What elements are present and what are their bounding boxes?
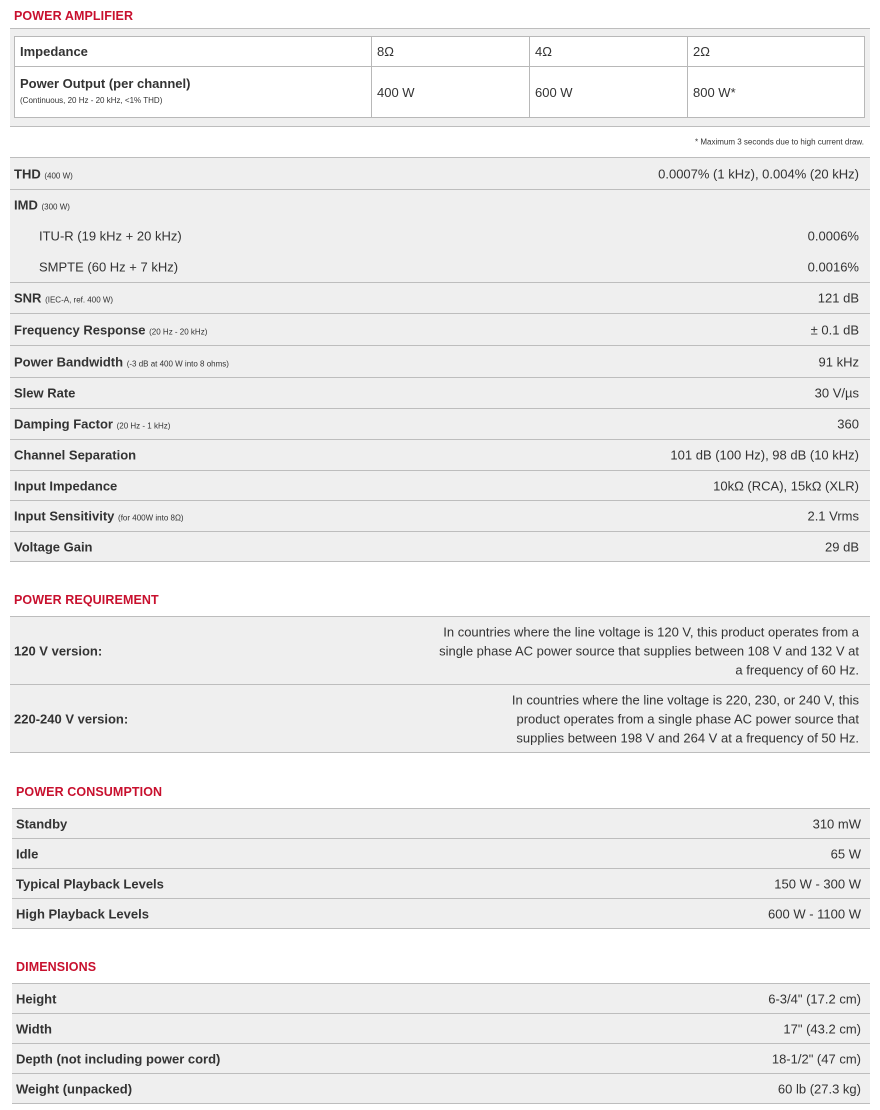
input-impedance-label: Input Impedance xyxy=(14,478,118,493)
itur-value: 0.0006% xyxy=(807,228,859,243)
smpte-value: 0.0016% xyxy=(807,259,859,274)
damping-factor-row xyxy=(10,408,870,439)
thd-label: THD (400 W) xyxy=(14,166,73,181)
weight-value: 60 lb (27.3 kg) xyxy=(777,1081,861,1096)
frequency-response-row xyxy=(10,313,870,345)
v220-value: In countries where the line voltage is 220, 230, or 240 V, this product operates from a single phase AC power source that supplies between 198 V and 264 V at a frequency of 50 Hz. xyxy=(511,692,859,745)
power-output-label-cell xyxy=(15,67,372,118)
snr-row xyxy=(10,282,870,313)
power-output-row xyxy=(15,67,865,118)
width-label: Width xyxy=(16,1021,52,1036)
smpte-label: SMPTE (60 Hz + 7 kHz) xyxy=(39,259,179,274)
voltage-gain-value: 29 dB xyxy=(825,539,859,555)
itur-row xyxy=(10,220,870,251)
imd-label: IMD (300 W) xyxy=(14,197,70,213)
dimensions-heading: DIMENSIONS xyxy=(16,960,97,974)
voltage-gain-row xyxy=(10,531,870,562)
width-row xyxy=(12,1013,870,1043)
power-amplifier-heading: POWER AMPLIFIER xyxy=(14,9,134,23)
power-output-label: Power Output (per channel) xyxy=(20,76,191,91)
divider xyxy=(10,561,870,562)
smpte-row xyxy=(10,251,870,282)
impedance-2ohm: 2Ω xyxy=(688,37,865,67)
typical-playback-value: 150 W - 300 W xyxy=(774,876,861,891)
power-bandwidth-label: Power Bandwidth (-3 dB at 400 W into 8 ohms) xyxy=(14,354,229,369)
power-consumption-heading: POWER CONSUMPTION xyxy=(16,785,163,799)
power-output-4ohm: 600 W xyxy=(530,67,688,118)
typical-playback-row xyxy=(12,868,870,898)
power-output-sublabel: (Continuous, 20 Hz - 20 kHz, <1% THD) xyxy=(20,96,163,105)
itur-label: ITU-R (19 kHz + 20 kHz) xyxy=(39,228,182,243)
depth-value: 18-1/2" (47 cm) xyxy=(771,1051,861,1066)
footnote: * Maximum 3 seconds due to high current draw. xyxy=(695,137,864,147)
v120-row xyxy=(10,616,870,684)
voltage-gain-label: Voltage Gain xyxy=(14,539,93,555)
standby-label: Standby xyxy=(16,816,68,831)
height-row xyxy=(12,983,870,1013)
channel-separation-value: 101 dB (100 Hz), 98 dB (10 kHz) xyxy=(670,447,859,463)
damping-factor-label: Damping Factor (20 Hz - 1 kHz) xyxy=(14,416,171,432)
thd-row xyxy=(10,157,870,189)
impedance-4ohm: 4Ω xyxy=(530,37,688,67)
slew-rate-value: 30 V/µs xyxy=(814,385,859,401)
height-value: 6-3/4" (17.2 cm) xyxy=(768,991,861,1006)
frequency-response-label: Frequency Response (20 Hz - 20 kHz) xyxy=(14,322,208,337)
slew-rate-row xyxy=(10,377,870,408)
standby-row xyxy=(12,808,870,838)
high-playback-label: High Playback Levels xyxy=(16,906,149,921)
slew-rate-label: Slew Rate xyxy=(14,385,76,401)
height-label: Height xyxy=(16,991,57,1006)
v120-value: In countries where the line voltage is 120 V, this product operates from a single phase AC power source that supplies between 108 V and 132 V at a frequency of 60 Hz. xyxy=(439,624,859,677)
idle-row xyxy=(12,838,870,868)
impedance-header: Impedance xyxy=(15,37,372,67)
depth-row xyxy=(12,1043,870,1073)
power-bandwidth-value: 91 kHz xyxy=(818,354,859,369)
width-value: 17" (43.2 cm) xyxy=(783,1021,861,1036)
impedance-row xyxy=(15,37,865,67)
typical-playback-label: Typical Playback Levels xyxy=(16,876,164,891)
idle-value: 65 W xyxy=(830,846,861,861)
imd-row xyxy=(10,189,870,220)
high-playback-row xyxy=(12,898,870,928)
divider xyxy=(12,928,870,929)
impedance-8ohm: 8Ω xyxy=(372,37,530,67)
channel-separation-label: Channel Separation xyxy=(14,447,137,463)
channel-separation-row xyxy=(10,439,870,470)
snr-label: SNR (IEC-A, ref. 400 W) xyxy=(14,290,114,306)
footnote-row xyxy=(10,126,870,157)
power-output-8ohm: 400 W xyxy=(372,67,530,118)
frequency-response-value: ± 0.1 dB xyxy=(810,322,859,337)
thd-value: 0.0007% (1 kHz), 0.004% (20 kHz) xyxy=(658,166,859,181)
standby-value: 310 mW xyxy=(812,816,861,831)
input-impedance-value: 10kΩ (RCA), 15kΩ (XLR) xyxy=(713,478,859,493)
v220-row xyxy=(10,684,870,752)
power-requirement-heading: POWER REQUIREMENT xyxy=(14,593,159,607)
damping-factor-value: 360 xyxy=(837,416,859,432)
depth-label: Depth (not including power cord) xyxy=(16,1051,221,1066)
input-sensitivity-row xyxy=(10,500,870,531)
snr-value: 121 dB xyxy=(817,290,859,306)
weight-label: Weight (unpacked) xyxy=(16,1081,133,1096)
power-bandwidth-row xyxy=(10,345,870,377)
idle-label: Idle xyxy=(16,846,39,861)
power-output-table xyxy=(14,36,865,118)
input-sensitivity-value: 2.1 Vrms xyxy=(807,508,859,524)
input-sensitivity-label: Input Sensitivity (for 400W into 8Ω) xyxy=(14,508,184,524)
input-impedance-row xyxy=(10,470,870,500)
divider xyxy=(12,1103,870,1104)
weight-row xyxy=(12,1073,870,1103)
high-playback-value: 600 W - 1100 W xyxy=(768,906,861,921)
v120-label: 120 V version: xyxy=(14,643,103,658)
v220-label: 220-240 V version: xyxy=(14,711,129,726)
power-output-2ohm: 800 W* xyxy=(688,67,865,118)
divider xyxy=(10,752,870,753)
